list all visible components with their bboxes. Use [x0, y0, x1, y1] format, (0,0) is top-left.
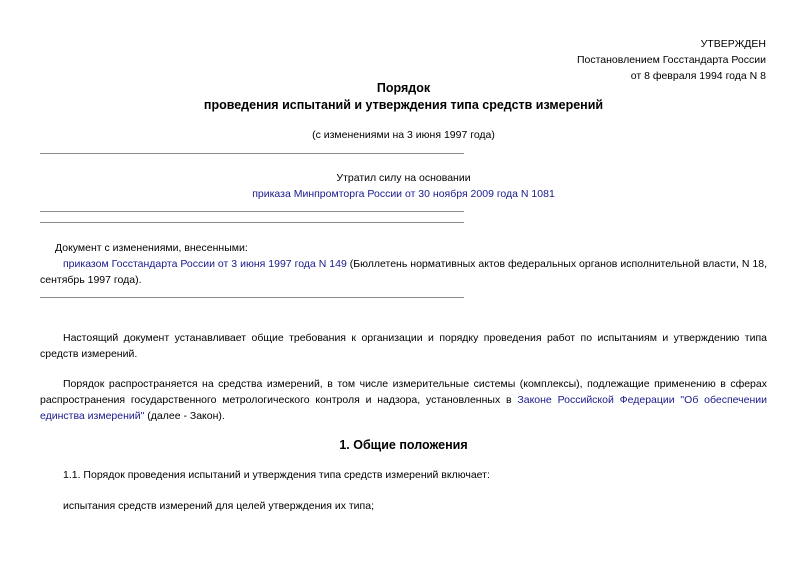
item-bullet: испытания средств измерений для целей утверждения их типа;: [63, 500, 374, 512]
lost-force-line: [40, 186, 767, 202]
changes-label: Документ с изменениями, внесенными:: [55, 242, 248, 254]
title-line-1: Порядок: [376, 81, 431, 95]
amendments-note: (с изменениями на 3 июня 1997 года): [312, 129, 495, 141]
section-heading: 1. Общие положения: [339, 438, 468, 452]
paragraph-scope: [40, 376, 767, 424]
document-title: [40, 80, 767, 114]
approval-status: УТВЕРЖДЕН: [700, 38, 766, 50]
law-link[interactable]: Законе Российской Федерации "Об обеспечении единства измерений": [40, 394, 767, 422]
lost-force-link[interactable]: приказа Минпромторга России от 30 ноября 2009 года N 1081: [252, 188, 555, 200]
paragraph-intro: Настоящий документ устанавливает общие требования к организации и порядку проведения работ по испытаниям и утверждению типа средств измерений.: [40, 332, 767, 360]
divider: [40, 153, 464, 154]
changes-source: (Бюллетень нормативных актов федеральных органов исполнительной власти, N 18, сентябрь 1997 года).: [40, 258, 767, 286]
approval-authority: Постановлением Госстандарта России: [576, 54, 766, 66]
changes-link[interactable]: приказом Госстандарта России от 3 июня 1997 года N 149: [63, 258, 347, 270]
divider: [40, 211, 464, 212]
item-1-1: 1.1. Порядок проведения испытаний и утверждения типа средств измерений включает:: [63, 469, 490, 481]
divider: [40, 297, 464, 298]
lost-force-text: Утратил силу на основании: [336, 172, 471, 184]
paragraph-scope-start: Порядок распространяется на средства измерений, в том числе измерительные системы (комплексы), подлежащие применению в сферах распространения государственного метрологического контроля и надзора, установленных в: [40, 378, 767, 406]
paragraph-scope-end: (далее - Закон).: [144, 410, 225, 422]
approval-date: от 8 февраля 1994 года N 8: [630, 70, 766, 82]
changes-paragraph: [40, 256, 767, 288]
approval-block: [577, 36, 766, 84]
divider: [40, 222, 464, 223]
title-line-2: проведения испытаний и утверждения типа средств измерений: [203, 98, 604, 112]
